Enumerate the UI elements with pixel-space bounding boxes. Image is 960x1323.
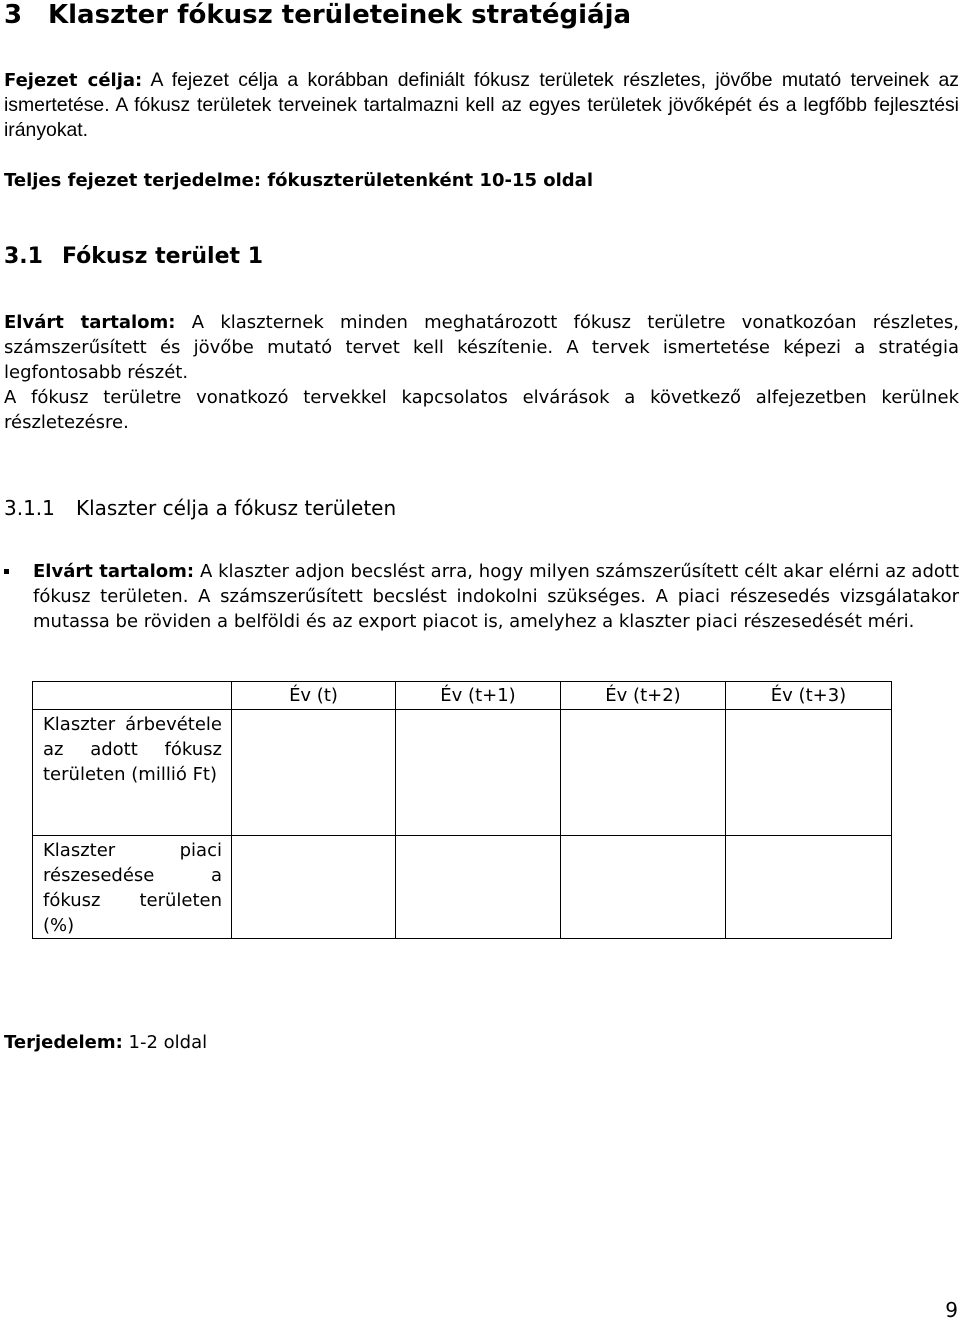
column-header: Év (t+1) bbox=[396, 682, 561, 710]
chapter-title: Klaszter fókusz területeinek stratégiája bbox=[48, 0, 632, 30]
chapter-goal bbox=[4, 68, 959, 143]
section-note: A fókusz területre vonatkozó tervekkel kapcsolatos elvárások a következő alfejezetben kerülnek részletezésre. bbox=[4, 387, 959, 433]
row-label-market-share bbox=[33, 836, 232, 939]
scope-label: Terjedelem: bbox=[4, 1032, 123, 1053]
subsection-title: Klaszter célja a fókusz területen bbox=[76, 496, 397, 520]
subsection-scope bbox=[4, 1030, 207, 1055]
chapter-scope: Teljes fejezet terjedelme: fókuszterületenként 10-15 oldal bbox=[4, 170, 593, 191]
section-title: Fókusz terület 1 bbox=[62, 244, 263, 269]
section-heading bbox=[4, 242, 263, 272]
chapter-heading bbox=[4, 0, 631, 32]
bullet-body: A klaszter adjon becslést arra, hogy milyen számszerűsített célt akar elérni az adott fókusz területen. A számszerűsített becslést indokolni szükséges. A piaci részesedés vizsgálatakor mutassa be röviden a belföldi és az export piacot is, amelyhez a klaszter piaci részesedését méri. bbox=[33, 561, 960, 632]
table-cell[interactable] bbox=[726, 836, 892, 939]
bullet-square-icon bbox=[4, 569, 9, 574]
row-label-revenue bbox=[33, 710, 232, 836]
column-header: Év (t+3) bbox=[726, 682, 892, 710]
table-cell[interactable] bbox=[726, 710, 892, 836]
page-number: 9 bbox=[945, 1298, 958, 1322]
section-expected-text: A klaszternek minden meghatározott fókusz területre vonatkozóan részletes, számszerűsített és jövőbe mutató tervet kell készítenie. A tervek ismertetése képezi a stratégia legfontosabb részét. bbox=[4, 312, 960, 383]
bullet-text bbox=[33, 559, 959, 634]
subsection-heading bbox=[4, 494, 396, 522]
chapter-number: 3 bbox=[4, 0, 23, 30]
column-header: Év (t) bbox=[232, 682, 396, 710]
table-cell[interactable] bbox=[396, 836, 561, 939]
table-row bbox=[33, 710, 892, 836]
section-expected-label: Elvárt tartalom: bbox=[4, 312, 176, 333]
subsection-bullet bbox=[4, 559, 959, 634]
table-row bbox=[33, 836, 892, 939]
table-cell[interactable] bbox=[396, 710, 561, 836]
table-corner-cell bbox=[33, 682, 232, 710]
scope-value: 1-2 oldal bbox=[122, 1032, 208, 1053]
table-cell[interactable] bbox=[232, 836, 396, 939]
chapter-goal-label: Fejezet célja: bbox=[4, 70, 143, 91]
section-expected-content bbox=[4, 310, 959, 385]
table-cell[interactable] bbox=[232, 710, 396, 836]
bullet-label: Elvárt tartalom: bbox=[33, 561, 195, 582]
table-cell[interactable] bbox=[561, 710, 726, 836]
chapter-goal-text: A fejezet célja a korábban definiált fókusz területek részletes, jövőbe mutató terveinek az ismertetése. A fókusz területek terveinek tartalmazni kell az egyes területek jövőképét és a legfőbb fejlesztési irányokat. bbox=[4, 69, 959, 141]
row-label-text: Klaszter piaci részesedése a fókusz területen (%) bbox=[43, 840, 222, 936]
forecast-table bbox=[32, 681, 892, 939]
section-number: 3.1 bbox=[4, 244, 43, 269]
column-header: Év (t+2) bbox=[561, 682, 726, 710]
table-cell[interactable] bbox=[561, 836, 726, 939]
row-label-text: Klaszter árbevétele az adott fókusz területen (millió Ft) bbox=[43, 714, 222, 785]
table-header-row bbox=[33, 682, 892, 710]
subsection-number: 3.1.1 bbox=[4, 496, 55, 520]
